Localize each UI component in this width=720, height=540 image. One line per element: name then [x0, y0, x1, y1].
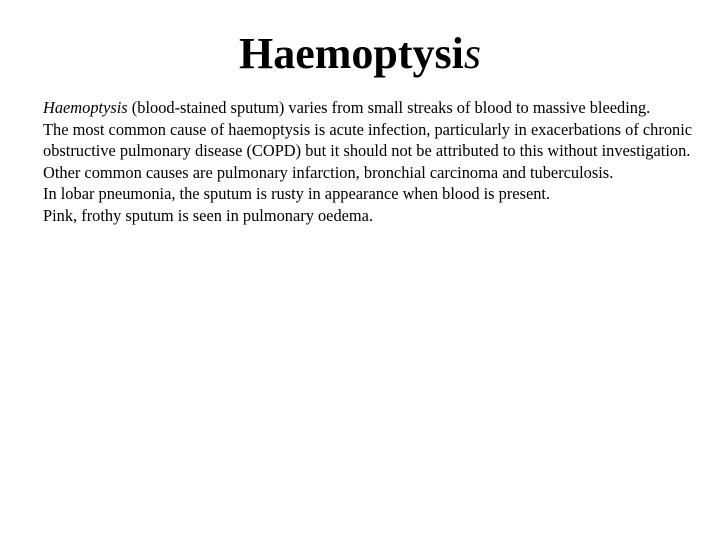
slide-title: [0, 26, 720, 82]
paragraph-definition: [43, 97, 693, 119]
paragraph-common-cause: [43, 119, 693, 162]
paragraph-lobar-pneumonia-text: In lobar pneumonia, the sputum is rusty in appearance when blood is present.: [43, 184, 551, 204]
paragraph-definition-text: (blood-stained sputum) varies from small streaks of blood to massive bleeding.: [127, 98, 651, 117]
slide-title-main: Haemoptysi: [238, 29, 464, 78]
paragraph-lobar-pneumonia: [43, 183, 693, 205]
slide-title-tail: s: [463, 29, 481, 78]
term-haemoptysis: Haemoptysis: [43, 98, 128, 117]
slide-body: [43, 97, 693, 227]
paragraph-other-causes: [43, 162, 693, 184]
paragraph-other-causes-text: Other common causes are pulmonary infarction, bronchial carcinoma and tuberculosis.: [43, 162, 614, 182]
paragraph-pulmonary-oedema: [43, 205, 693, 227]
paragraph-pulmonary-oedema-text: Pink, frothy sputum is seen in pulmonary oedema.: [43, 205, 374, 225]
paragraph-common-cause-text: The most common cause of haemoptysis is acute infection, particularly in exacerbations of chronic obstructive pulmonary disease (COPD) but it should not be attributed to this without investigation.: [43, 119, 693, 161]
